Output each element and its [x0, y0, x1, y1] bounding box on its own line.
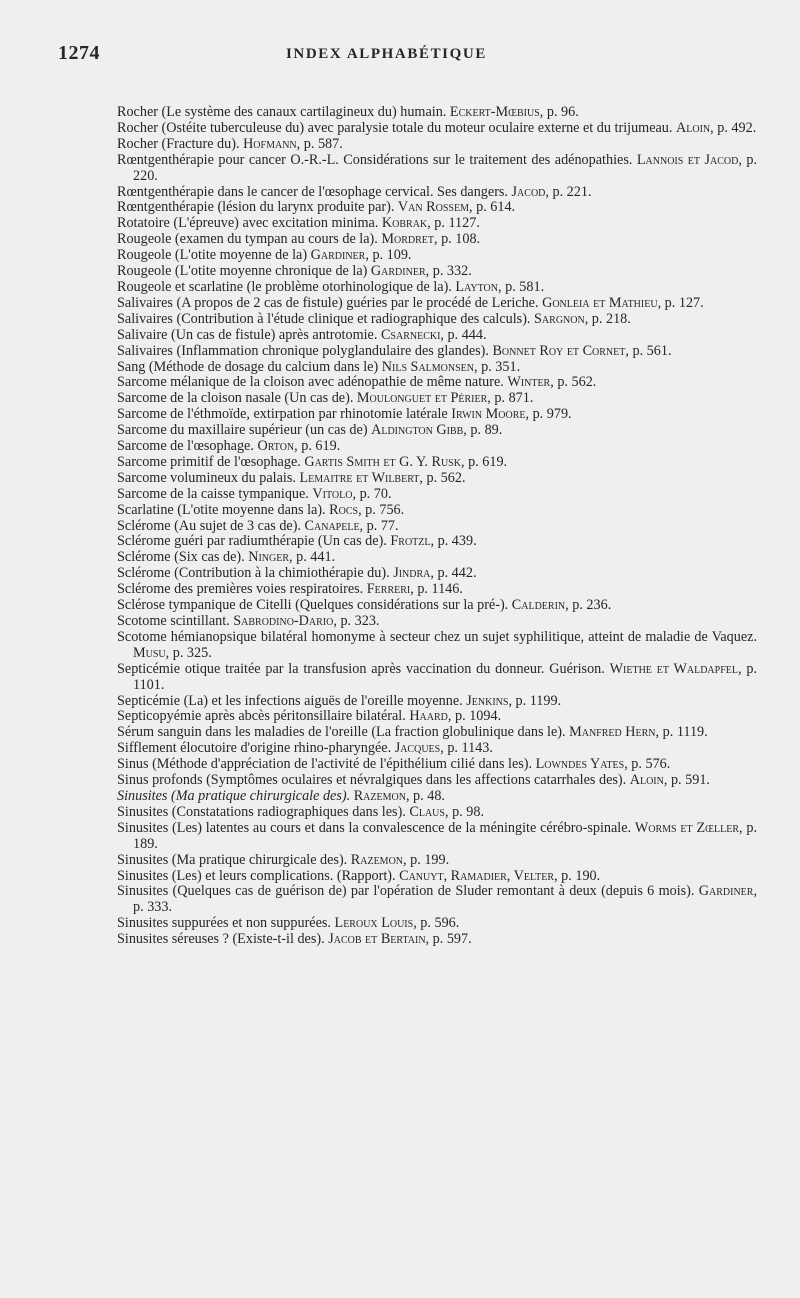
entry-subject: Sclérome (Au sujet de 3 cas de). — [117, 517, 305, 534]
entry-author: Jacques — [394, 740, 441, 757]
entry-author: Canuyt, Ramadier, Velter — [399, 867, 555, 884]
entry-page-ref: , p. 619. — [460, 453, 508, 470]
entry-author: Bonnet Roy et Cornet — [492, 342, 626, 359]
entry-author: Calderin — [511, 597, 566, 614]
entry-author: Van Rossem — [397, 199, 469, 216]
index-entry — [117, 614, 757, 630]
entry-author: Rocs — [329, 501, 359, 518]
index-entry — [117, 264, 757, 280]
index-entry — [117, 216, 757, 232]
entry-subject: Salivaire (Un cas de fistule) après antrotomie. — [117, 326, 381, 343]
entry-page-ref: , p. 562. — [550, 374, 597, 391]
index-entry — [117, 248, 757, 264]
entry-subject: Sinusites (Ma pratique chirurgicale des). — [117, 851, 351, 868]
index-entry — [117, 789, 757, 805]
entry-page-ref: , p. 77. — [359, 517, 399, 534]
entry-page-ref: , p. 1101. — [133, 660, 758, 693]
entry-subject: Sinusites (Constatations radiographiques dans les). — [117, 803, 410, 820]
entry-page-ref: , p. 1094. — [447, 708, 502, 725]
page-header — [58, 42, 768, 72]
index-entry — [117, 534, 757, 550]
entry-page-ref: , p. 220. — [133, 151, 757, 184]
entry-page-ref: , p. 442. — [430, 565, 477, 582]
index-entry — [117, 185, 757, 201]
entry-page-ref: , p. 561. — [625, 342, 672, 359]
entry-subject: Sarcome de l'éthmoïde, extirpation par rhinotomie latérale — [117, 406, 452, 423]
entry-author: Nils Salmonsen — [381, 358, 475, 375]
entry-page-ref: , p. 332. — [425, 263, 472, 280]
entry-author: Lowndes Yates — [535, 756, 625, 773]
entry-subject: Rotatoire (L'épreuve) avec excitation minima. — [117, 215, 382, 232]
entry-subject: Sclérome (Six cas de). — [117, 549, 249, 566]
entry-author: Hofmann — [243, 135, 297, 152]
entry-author: Manfred Hern — [569, 724, 656, 741]
entry-subject: Salivaires (Contribution à l'étude clinique et radiographique des calculs). — [117, 310, 535, 327]
entry-subject: Sérum sanguin dans les maladies de l'oreille (La fraction globulinique dans le). — [117, 724, 570, 741]
index-entry — [117, 869, 757, 885]
entry-subject: Rocher (Le système des canaux cartilagineux du) humain. — [117, 104, 450, 120]
index-entry — [117, 423, 757, 439]
entry-page-ref: , p. 1146. — [410, 581, 463, 598]
entry-author: Aloin — [629, 772, 664, 789]
entry-author: Gonleia et Mathieu — [542, 294, 658, 311]
entry-page-ref: , p. 596. — [413, 915, 460, 932]
entry-subject: Sarcome mélanique de la cloison avec adénopathie de même nature. — [117, 374, 508, 391]
entry-page-ref: , p. 189. — [133, 819, 757, 852]
entry-page-ref: , p. 1143. — [440, 740, 493, 757]
entry-page-ref: , p. 492. — [710, 119, 757, 136]
index-entry — [117, 550, 757, 566]
entry-subject: Rougeole (L'otite moyenne de la) — [117, 247, 311, 264]
entry-page-ref: , p. 591. — [663, 772, 710, 789]
entry-author: Aldington Gibb — [371, 422, 464, 439]
entry-subject: Rœntgenthérapie (lésion du larynx produite par). — [117, 199, 398, 216]
entry-subject: Sifflement élocutoire d'origine rhino-pharyngée. — [117, 740, 395, 757]
index-entry — [117, 344, 757, 360]
entry-subject: Septicopyémie après abcès péritonsillaire bilatéral. — [117, 708, 410, 725]
entry-subject: Sinusites (Les) latentes au cours et dans la convalescence de la méningite cérébro-spinale. — [117, 819, 635, 836]
entry-page-ref: , p. 236. — [565, 597, 612, 614]
entry-author: Mordret — [381, 231, 434, 248]
entry-page-ref: , p. 108. — [433, 231, 481, 248]
entry-author: Ferreri — [366, 581, 411, 598]
entry-subject: Salivaires (A propos de 2 cas de fistule) guéries par le procédé de Leriche. — [117, 294, 543, 311]
entry-page-ref: , p. 109. — [365, 247, 412, 264]
entry-author: Jacod — [511, 183, 546, 200]
index-entry — [117, 582, 757, 598]
index-entry — [117, 757, 757, 773]
index-entry — [117, 296, 757, 312]
entry-author: Claus — [409, 803, 445, 820]
entry-author: Razemon — [350, 851, 404, 868]
entry-author: Canapele — [304, 517, 360, 534]
entry-author: Gartis Smith et G. Y. Rusk — [304, 453, 461, 470]
entry-page-ref: , p. 576. — [624, 756, 671, 773]
entry-author: Worms et Zœller — [634, 819, 739, 836]
entry-author: Razemon — [353, 787, 406, 804]
entry-author: Gardiner — [310, 247, 366, 264]
index-entry — [117, 455, 757, 471]
entry-page-ref: , p. 190. — [554, 867, 601, 884]
entry-page-ref: , p. 1127. — [427, 215, 480, 232]
index-entry — [117, 200, 757, 216]
entry-author: Orton — [257, 438, 295, 455]
entry-page-ref: , p. 96. — [539, 104, 579, 120]
entry-page-ref: , p. 98. — [444, 803, 484, 820]
entry-page-ref: , p. 979. — [525, 406, 572, 423]
index-entry — [117, 360, 757, 376]
entry-subject: Sclérose tympanique de Citelli (Quelques considérations sur la pré-). — [117, 597, 512, 614]
index-entry — [117, 232, 757, 248]
entry-subject: Sinusites suppurées et non suppurées. — [117, 915, 335, 932]
index-entry — [117, 121, 757, 137]
index-entry — [117, 566, 757, 582]
entry-page-ref: , p. 614. — [468, 199, 516, 216]
index-entry — [117, 630, 757, 662]
entry-subject: Rougeole et scarlatine (le problème otorhinologique de la). — [117, 278, 456, 295]
index-entry — [117, 694, 757, 710]
page-number: 1274 — [58, 42, 100, 64]
entry-subject: Scotome scintillant. — [117, 613, 234, 629]
entry-page-ref: , p. 619. — [294, 438, 341, 455]
entry-subject: Sarcome de la cloison nasale (Un cas de). — [117, 390, 357, 407]
index-entry — [117, 853, 757, 869]
entry-page-ref: , p. 89. — [463, 422, 503, 439]
entry-page-ref: , p. 333. — [133, 883, 757, 916]
index-entry — [117, 391, 757, 407]
index-entry — [117, 725, 757, 741]
entry-page-ref: , p. 351. — [474, 358, 521, 375]
index-entry — [117, 503, 757, 519]
entry-author: Irwin Moore — [451, 406, 526, 423]
index-entry — [117, 932, 757, 948]
entry-subject: Sarcome volumineux du palais. — [117, 469, 300, 486]
index-entry — [117, 375, 757, 391]
entry-page-ref: , p. 323. — [333, 613, 380, 629]
entry-page-ref: , p. 1119. — [655, 724, 708, 741]
entry-author: Ninger — [248, 549, 290, 566]
index-entry — [117, 662, 757, 694]
entry-subject: Sinus profonds (Symptômes oculaires et névralgiques dans les affections catarrhales des). — [117, 772, 630, 789]
entry-page-ref: , p. 441. — [289, 549, 336, 566]
index-entry — [117, 312, 757, 328]
entry-subject: Rœntgenthérapie dans le cancer de l'œsophage cervical. Ses dangers. — [117, 183, 512, 200]
entry-page-ref: , p. 562. — [419, 469, 466, 486]
entry-page-ref: , p. 221. — [545, 183, 592, 200]
entry-author: Gardiner — [370, 263, 426, 280]
index-entry — [117, 773, 757, 789]
index-entry — [117, 471, 757, 487]
index-entry — [117, 741, 757, 757]
index-entry — [117, 280, 757, 296]
entry-subject: Sarcome de l'œsophage. — [117, 438, 258, 455]
entry-author: Vitolo — [312, 485, 353, 502]
entry-subject: Sang (Méthode de dosage du calcium dans le) — [117, 358, 382, 375]
entry-author: Sargnon — [534, 310, 585, 327]
entry-page-ref: , p. 218. — [584, 310, 631, 327]
entry-subject: Sclérome des premières voies respiratoires. — [117, 581, 367, 598]
index-entry — [117, 407, 757, 423]
index-entry — [117, 153, 757, 185]
entry-subject: Sinusites (Quelques cas de guérison de) par l'opération de Sluder remontant à deux (depuis 6 mois). — [117, 883, 699, 900]
entry-page-ref: , p. 48. — [405, 787, 445, 804]
entry-page-ref: , p. 871. — [487, 390, 534, 407]
entry-author: Winter — [507, 374, 551, 391]
entry-page-ref: , p. 325. — [165, 644, 212, 661]
index-entry — [117, 137, 757, 153]
entry-subject: Sarcome de la caisse tympanique. — [117, 485, 313, 502]
entry-page-ref: , p. 439. — [430, 533, 477, 550]
entry-author: Lemaitre et Wilbert — [299, 469, 420, 486]
entry-subject: Septicémie otique traitée par la transfusion après vaccination du donneur. Guérison. — [117, 660, 610, 677]
entry-page-ref: , p. 199. — [403, 851, 450, 868]
entry-page-ref: , p. 597. — [425, 931, 472, 948]
entry-subject: Sclérome guéri par radiumthérapie (Un cas de). — [117, 533, 391, 550]
entry-author: Lannois et Jacod — [636, 151, 739, 168]
entry-author: Layton — [455, 278, 498, 295]
entry-subject: Sinusites (Les) et leurs complications. (Rapport). — [117, 867, 400, 884]
entry-author: Wiethe et Waldapfel — [609, 660, 738, 677]
entry-author: Musu — [133, 644, 166, 661]
index-entry — [117, 821, 757, 853]
entry-subject: Sclérome (Contribution à la chimiothérapie du). — [117, 565, 394, 582]
entry-subject: Scotome hémianopsique bilatéral homonyme à secteur chez un sujet syphilitique, atteint de maladie de Vaquez. — [117, 628, 757, 645]
entry-author: Kobrak — [381, 215, 428, 232]
entry-author: Moulonguet et Périer — [356, 390, 488, 407]
entry-author: Jacob et Bertain — [328, 931, 426, 948]
entry-author: Leroux Louis — [334, 915, 414, 932]
entry-subject: Rougeole (examen du tympan au cours de la). — [117, 231, 382, 248]
entry-subject: Rocher (Fracture du). — [117, 135, 244, 152]
entry-subject: Salivaires (Inflammation chronique polyglandulaire des glandes). — [117, 342, 493, 359]
entry-author: Jenkins — [466, 692, 509, 709]
entry-author: Sabrodino-Dario — [233, 613, 334, 629]
index-entry — [117, 709, 757, 725]
entry-subject: Rocher (Ostéite tuberculeuse du) avec paralysie totale du moteur oculaire externe et du trijumeau. — [117, 119, 676, 136]
index-entry — [117, 598, 757, 614]
entry-author: Haard — [409, 708, 448, 725]
entry-subject: Sinusites séreuses ? (Existe-t-il des). — [117, 931, 329, 948]
entry-subject: Rœntgenthérapie pour cancer O.-R.-L. Considérations sur le traitement des adénopathies. — [117, 151, 637, 168]
entry-page-ref: , p. 587. — [296, 135, 343, 152]
entry-subject: Sarcome du maxillaire supérieur (un cas de) — [117, 422, 372, 439]
index-entries — [117, 105, 757, 948]
entry-author: Jindra — [393, 565, 431, 582]
index-entry — [117, 105, 757, 121]
index-entry — [117, 805, 757, 821]
running-title: INDEX ALPHABÉTIQUE — [286, 46, 487, 62]
entry-subject: Sarcome primitif de l'œsophage. — [117, 453, 305, 470]
entry-subject: Rougeole (L'otite moyenne chronique de la) — [117, 263, 371, 280]
index-entry — [117, 519, 757, 535]
entry-subject: Sinus (Méthode d'appréciation de l'activité de l'épithélium cilié dans les). — [117, 756, 536, 773]
entry-author: Eckert-Mœbius — [449, 104, 540, 120]
entry-page-ref: , p. 70. — [352, 485, 392, 502]
entry-page-ref: , p. 444. — [440, 326, 487, 343]
entry-page-ref: , p. 581. — [498, 278, 545, 295]
index-entry — [117, 487, 757, 503]
index-entry — [117, 884, 757, 916]
entry-subject: Septicémie (La) et les infections aiguës de l'oreille moyenne. — [117, 692, 467, 709]
entry-page-ref: , p. 1199. — [508, 692, 562, 709]
entry-author: Gardiner — [698, 883, 754, 900]
entry-page-ref: , p. 756. — [358, 501, 405, 518]
index-entry — [117, 328, 757, 344]
entry-subject: Scarlatine (L'otite moyenne dans la). — [117, 501, 330, 518]
entry-page-ref: , p. 127. — [657, 294, 704, 311]
index-entry — [117, 916, 757, 932]
entry-author: Csarnecki — [380, 326, 441, 343]
index-entry — [117, 439, 757, 455]
entry-author: Aloin — [676, 119, 711, 136]
entry-subject: Sinusites (Ma pratique chirurgicale des). — [117, 787, 354, 804]
entry-author: Frotzl — [390, 533, 431, 550]
